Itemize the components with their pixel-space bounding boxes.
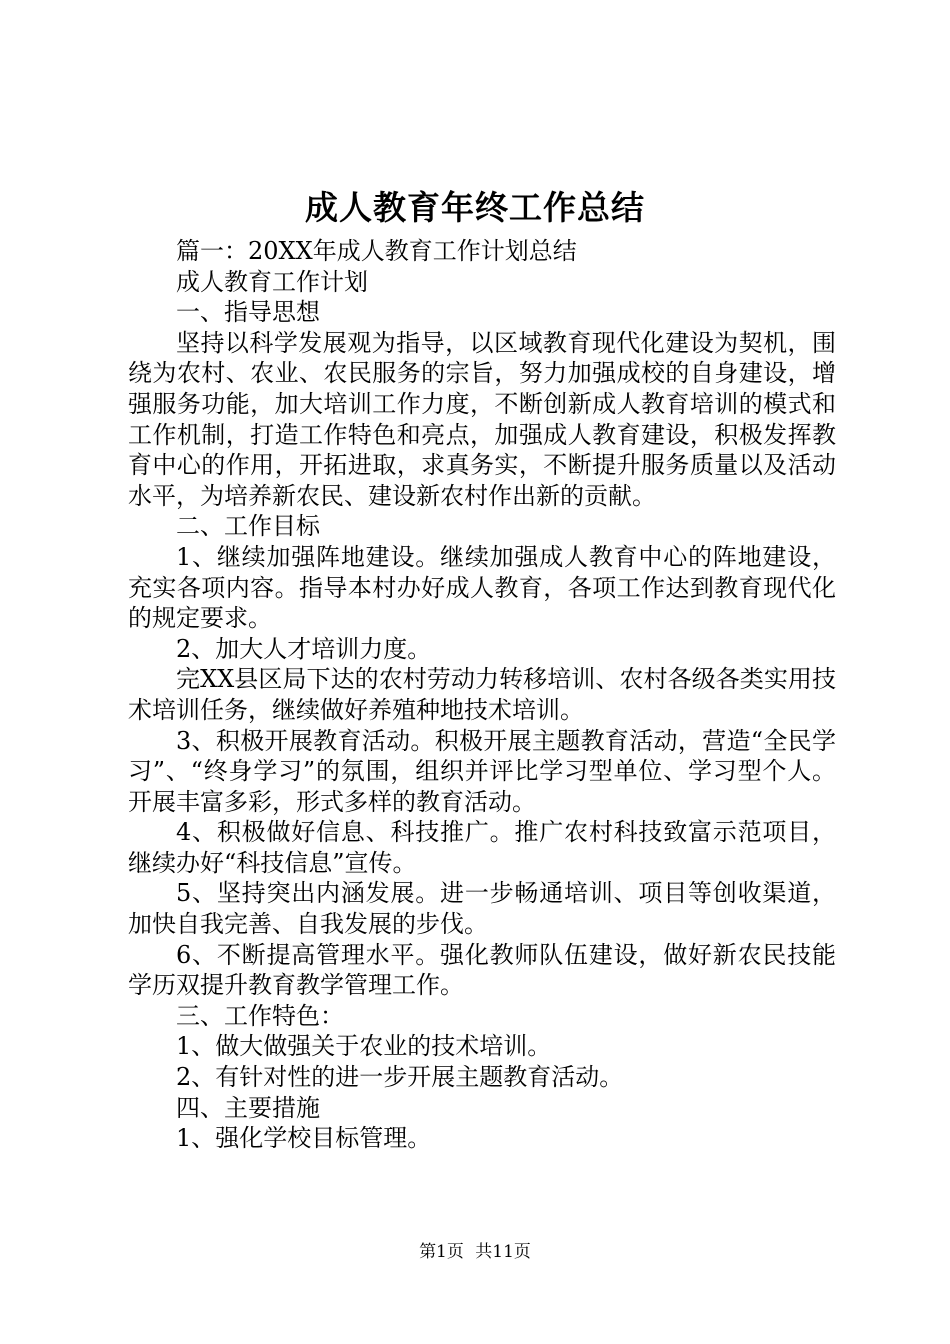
paragraph: 2、加大人才培训力度。 bbox=[176, 634, 432, 663]
paragraph: 4、积极做好信息、科技推广。推广农村科技致富示范项目，继续办好“科技信息”宣传。 bbox=[128, 818, 836, 877]
section-heading: 三、工作特色： bbox=[176, 1001, 344, 1030]
paragraph: 坚持以科学发展观为指导，以区域教育现代化建设为契机，围绕为农村、农业、农民服务的宗旨，努力加强成校的自身建设，增强服务功能，加大培训工作力度，不断创新成人教育培训的模式和工作机制，打造工作特色和亮点，加强成人教育建设，积极发挥教育中心的作用，开拓进取，求真务实，不断提升服务质量以及活动水平，为培养新农民、建设新农村作出新的贡献。 bbox=[128, 328, 836, 510]
paragraph: 6、不断提高管理水平。强化教师队伍建设，做好新农民技能学历双提升教育教学管理工作。 bbox=[128, 940, 836, 1000]
section-heading: 篇一：20XX年成人教育工作计划总结 bbox=[176, 237, 577, 265]
paragraph: 1、做大做强关于农业的技术培训。 bbox=[176, 1032, 552, 1061]
paragraph: 1、继续加强阵地建设。继续加强成人教育中心的阵地建设，充实各项内容。指导本村办好成人教育，各项工作达到教育现代化的规定要求。 bbox=[128, 542, 836, 633]
section-heading: 四、主要措施 bbox=[176, 1093, 320, 1122]
paragraph: 3、积极开展教育活动。积极开展主题教育活动，营造“全民学习”、“终身学习”的氛围，组织并评比学习型单位、学习型个人。开展丰富多彩，形式多样的教育活动。 bbox=[128, 726, 836, 816]
page-number: 第1页 bbox=[419, 1242, 464, 1262]
paragraph: 2、有针对性的进一步开展主题教育活动。 bbox=[176, 1063, 624, 1092]
section-heading: 一、指导思想 bbox=[176, 298, 320, 327]
paragraph: 5、坚持突出内涵发展。进一步畅通培训、项目等创收渠道，加快自我完善、自我发展的步伐。 bbox=[128, 879, 836, 939]
section-heading: 二、工作目标 bbox=[176, 512, 320, 541]
paragraph: 完XX县区局下达的农村劳动力转移培训、农村各级各类实用技术培训任务，继续做好养殖种地技术培训。 bbox=[128, 665, 836, 724]
subheading: 成人教育工作计划 bbox=[176, 267, 368, 296]
page-footer bbox=[0, 1240, 950, 1264]
page-total: 共11页 bbox=[475, 1242, 531, 1262]
paragraph: 1、强化学校目标管理。 bbox=[176, 1124, 432, 1153]
document-title: 成人教育年终工作总结 bbox=[305, 188, 645, 227]
document-body bbox=[128, 236, 836, 1154]
